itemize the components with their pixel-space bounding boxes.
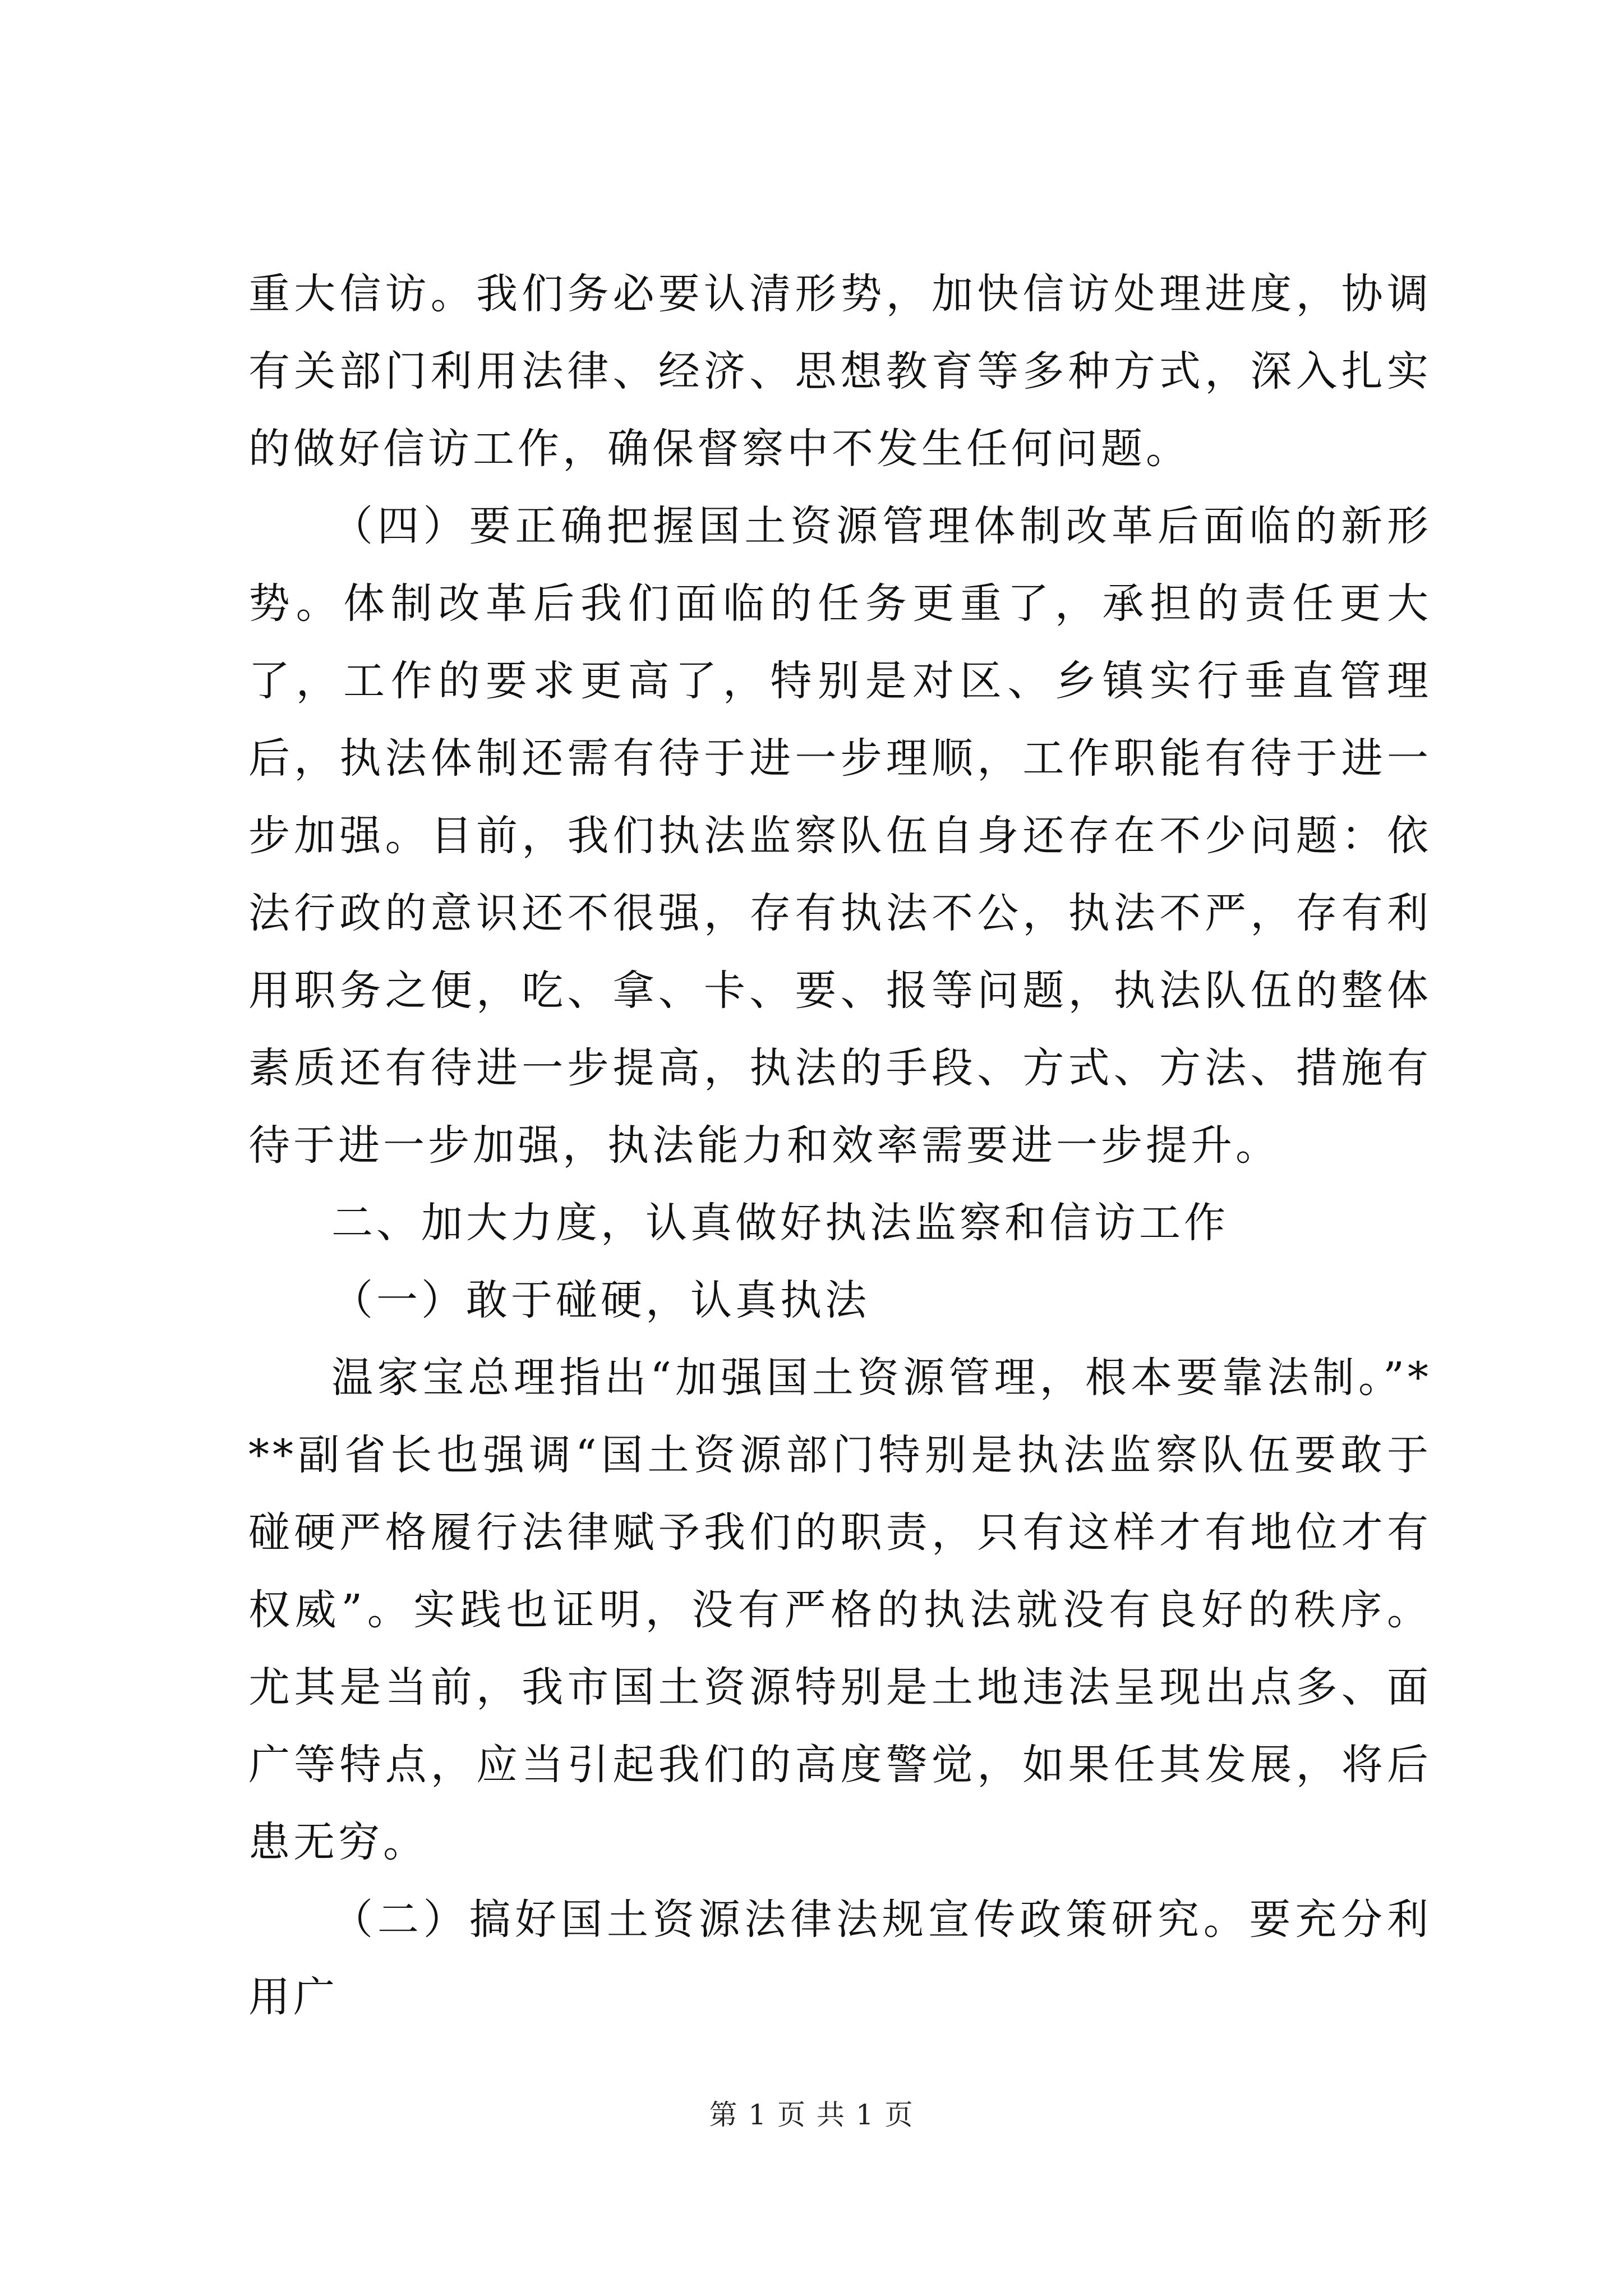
section-heading-two: 二、加大力度，认真做好执法监察和信访工作	[331, 1199, 1229, 1247]
paragraph-four-new-situation: （四）要正确把握国土资源管理体制改革后面临的新形势。体制改革后我们面临的任务更重了，承担的责任更大了，工作的要求更高了，特别是对区、乡镇实行垂直管理后，执法体制还需有待于进一步理顺，工作职能有待于进一步加强。目前，我们执法监察队伍自身还存在不少问题：依法行政的意识还不很强，存有执法不公，执法不严，存有利用职务之便，吃、拿、卡、要、报等问题，执法队伍的整体素质还有待进一步提高，执法的手段、方式、方法、措施有待于进一步加强，执法能力和效率需要进一步提升。	[248, 502, 1432, 1170]
paragraph-continuation: 重大信访。我们务必要认清形势，加快信访处理进度，协调有关部门利用法律、经济、思想教育等多种方式，深入扎实的做好信访工作，确保督察中不发生任何问题。	[248, 270, 1432, 473]
paragraph-strict-enforcement: 温家宝总理指出“加强国土资源管理，根本要靠法制。”***副省长也强调“国土资源部门特别是执法监察队伍要敢于碰硬严格履行法律赋予我们的职责，只有这样才有地位才有权威”。实践也证明，没有严格的执法就没有良好的秩序。尤其是当前，我市国土资源特别是土地违法呈现出点多、面广等特点，应当引起我们的高度警觉，如果任其发展，将后患无穷。	[248, 1354, 1432, 1866]
subsection-heading-one: （一）敢于碰硬，认真执法	[331, 1276, 870, 1324]
document-body	[248, 255, 1432, 2036]
paragraph-two-publicity: （二）搞好国土资源法律法规宣传政策研究。要充分利用广	[248, 1895, 1432, 2021]
page-footer: 第 1 页 共 1 页	[709, 2099, 914, 2131]
